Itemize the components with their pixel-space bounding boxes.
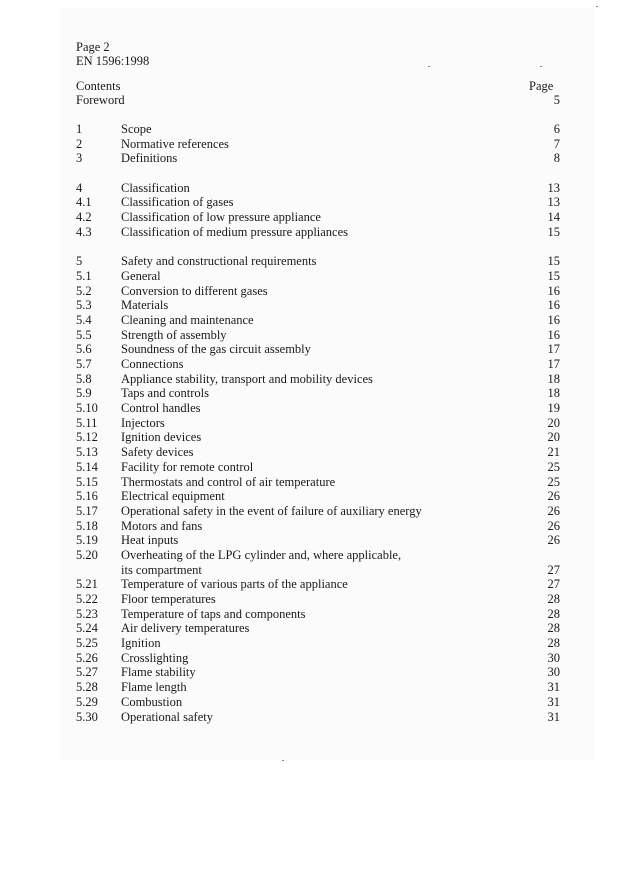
- toc-entry-title: Operational safety: [121, 709, 213, 724]
- toc-entry-title: Ignition: [121, 636, 161, 651]
- toc-entry-number: 5.26: [76, 650, 98, 665]
- toc-entry: [76, 621, 560, 636]
- toc-entry: [76, 151, 560, 166]
- toc-entry: [76, 680, 560, 695]
- scan-speck: [540, 66, 542, 67]
- toc-entry-number: 5.8: [76, 371, 92, 386]
- toc-entry-number: 5.9: [76, 386, 92, 401]
- toc-entry-title: Temperature of taps and components: [121, 606, 306, 621]
- toc-entry: [76, 430, 560, 445]
- toc-entry-title: Cleaning and maintenance: [121, 312, 254, 327]
- toc-entry: [76, 254, 560, 269]
- scan-speck: [596, 6, 598, 7]
- toc-entry: [76, 460, 560, 475]
- toc-entry-page: 8: [553, 151, 560, 166]
- toc-entry-title: Thermostats and control of air temperature: [121, 474, 336, 489]
- toc-entry: [76, 519, 560, 534]
- toc-entry-number: 4: [76, 180, 83, 195]
- toc-entry-number: 5.4: [76, 312, 92, 327]
- table-of-contents: [76, 122, 560, 739]
- toc-entry: [76, 401, 560, 416]
- toc-entry-title: Scope: [121, 122, 152, 136]
- toc-entry: [76, 548, 560, 577]
- toc-entry-page: 31: [547, 694, 560, 709]
- toc-entry-page: 28: [547, 621, 560, 636]
- standard-number: EN 1596:1998: [76, 54, 150, 68]
- toc-entry-title-line: its compartment: [121, 562, 202, 577]
- toc-entry-number: 5.17: [76, 503, 98, 518]
- toc-entry-number: 5.1: [76, 268, 92, 283]
- toc-entry-number: 5.2: [76, 283, 92, 298]
- toc-entry-page: 28: [547, 592, 560, 607]
- toc-entry-title: Soundness of the gas circuit assembly: [121, 342, 311, 357]
- toc-entry: [76, 445, 560, 460]
- toc-entry-title: General: [121, 268, 161, 283]
- toc-section: [76, 254, 560, 724]
- toc-entry-title: Materials: [121, 298, 169, 313]
- toc-entry-number: 5.3: [76, 298, 92, 313]
- toc-entry-number: 5.20: [76, 547, 98, 562]
- scan-speck: [282, 760, 284, 761]
- toc-entry: [76, 592, 560, 607]
- toc-entry-number: 5: [76, 254, 83, 269]
- toc-entry-title: Classification: [121, 180, 190, 195]
- toc-entry-number: 5.29: [76, 694, 98, 709]
- toc-entry-page: 16: [547, 312, 560, 327]
- toc-entry-number: 5.28: [76, 680, 98, 695]
- toc-entry-number: 2: [76, 136, 83, 151]
- toc-entry-number: 5.19: [76, 533, 98, 548]
- toc-entry-number: 5.30: [76, 709, 98, 724]
- toc-entry: [76, 504, 560, 519]
- toc-entry-title: Connections: [121, 357, 184, 371]
- toc-entry: [76, 533, 560, 548]
- toc-entry: [76, 372, 560, 387]
- toc-entry-title: Normative references: [121, 136, 229, 151]
- toc-entry-page: 20: [547, 415, 560, 430]
- page-column-heading: Page: [529, 79, 554, 93]
- toc-entry: [76, 210, 560, 225]
- toc-entry-number: 5.22: [76, 592, 98, 607]
- toc-entry-title: Flame length: [121, 680, 187, 695]
- toc-entry-title-line: Overheating of the LPG cylinder and, where applicable,: [121, 547, 402, 562]
- foreword-page: 5: [553, 93, 560, 107]
- toc-entry: [76, 328, 560, 343]
- toc-entry-title: Floor temperatures: [121, 592, 216, 607]
- toc-entry: [76, 416, 560, 431]
- toc-entry: [76, 137, 560, 152]
- toc-entry: [76, 386, 560, 401]
- toc-entry-title: Safety devices: [121, 445, 194, 460]
- toc-entry-page: 27: [547, 562, 560, 577]
- toc-entry-number: 5.14: [76, 459, 98, 474]
- toc-entry: [76, 651, 560, 666]
- toc-entry: [76, 357, 560, 372]
- toc-entry-number: 5.18: [76, 518, 98, 533]
- toc-entry-page: 31: [547, 680, 560, 695]
- toc-entry-page: 26: [547, 489, 560, 504]
- toc-entry-title: Control handles: [121, 401, 201, 416]
- toc-entry-title: Taps and controls: [121, 386, 209, 401]
- toc-entry-title: Definitions: [121, 151, 178, 166]
- toc-entry-title: Appliance stability, transport and mobility devices: [121, 371, 373, 386]
- toc-entry-number: 4.3: [76, 224, 92, 239]
- toc-entry: [76, 665, 560, 680]
- toc-entry-number: 5.21: [76, 577, 98, 592]
- toc-entry-page: 21: [547, 445, 560, 460]
- toc-entry-page: 15: [547, 268, 560, 283]
- toc-entry-title: Facility for remote control: [121, 459, 254, 474]
- toc-entry-page: 28: [547, 636, 560, 651]
- toc-entry: [76, 475, 560, 490]
- toc-entry-page: 20: [547, 430, 560, 445]
- toc-entry-page: 30: [547, 650, 560, 665]
- toc-entry: [76, 577, 560, 592]
- toc-entry-title: Combustion: [121, 694, 183, 709]
- toc-entry-number: 3: [76, 151, 83, 166]
- toc-entry-number: 5.7: [76, 357, 92, 371]
- toc-entry-page: 16: [547, 283, 560, 298]
- toc-entry-title: Flame stability: [121, 665, 196, 680]
- toc-entry: [76, 710, 560, 725]
- toc-section: [76, 122, 560, 166]
- toc-entry-page: 17: [547, 342, 560, 357]
- toc-entry-title: Classification of medium pressure appliances: [121, 224, 349, 239]
- toc-entry-page: 19: [547, 401, 560, 416]
- toc-entry-title: Motors and fans: [121, 518, 203, 533]
- toc-entry-number: 5.23: [76, 606, 98, 621]
- toc-entry: [76, 195, 560, 210]
- toc-entry-number: 1: [76, 122, 83, 136]
- toc-entry-title: Temperature of various parts of the appliance: [121, 577, 348, 592]
- toc-entry: [76, 269, 560, 284]
- toc-entry-number: 5.11: [76, 415, 98, 430]
- toc-entry-number: 4.2: [76, 210, 92, 225]
- toc-entry-number: 5.15: [76, 474, 98, 489]
- toc-entry: [76, 342, 560, 357]
- toc-entry: [76, 181, 560, 196]
- toc-entry: [76, 313, 560, 328]
- foreword-label: Foreword: [76, 93, 125, 107]
- toc-entry-page: 30: [547, 665, 560, 680]
- toc-entry-title: Classification of gases: [121, 195, 234, 210]
- toc-entry-page: 25: [547, 459, 560, 474]
- toc-entry-title: Safety and constructional requirements: [121, 254, 317, 269]
- toc-entry-number: 5.12: [76, 430, 98, 445]
- toc-entry-page: 13: [547, 195, 560, 210]
- toc-entry: [76, 489, 560, 504]
- toc-entry-title: Crosslighting: [121, 650, 189, 665]
- page-label: Page 2: [76, 40, 110, 54]
- toc-entry-number: 5.16: [76, 489, 98, 504]
- toc-entry-page: 28: [547, 606, 560, 621]
- toc-entry: [76, 695, 560, 710]
- toc-entry-page: 26: [547, 518, 560, 533]
- toc-entry-page: 6: [553, 122, 560, 136]
- contents-heading: Contents: [76, 79, 121, 93]
- toc-entry-number: 5.13: [76, 445, 98, 460]
- toc-entry-number: 5.24: [76, 621, 98, 636]
- toc-entry-page: 16: [547, 298, 560, 313]
- toc-entry-page: 26: [547, 503, 560, 518]
- toc-entry-page: 25: [547, 474, 560, 489]
- toc-entry: [76, 122, 560, 137]
- toc-section: [76, 181, 560, 240]
- toc-entry-title: [121, 548, 501, 577]
- toc-entry-title: Strength of assembly: [121, 327, 227, 342]
- toc-entry: [76, 225, 560, 240]
- toc-entry: [76, 298, 560, 313]
- toc-entry-number: 5.10: [76, 401, 98, 416]
- toc-entry-title: Operational safety in the event of failure of auxiliary energy: [121, 503, 422, 518]
- toc-entry-title: Classification of low pressure appliance: [121, 210, 321, 225]
- toc-entry-title: Electrical equipment: [121, 489, 225, 504]
- toc-entry-number: 5.6: [76, 342, 92, 357]
- toc-entry-title: Ignition devices: [121, 430, 202, 445]
- toc-entry-page: 7: [553, 136, 560, 151]
- toc-entry: [76, 636, 560, 651]
- toc-entry-page: 26: [547, 533, 560, 548]
- toc-entry-title: Conversion to different gases: [121, 283, 268, 298]
- toc-entry: [76, 607, 560, 622]
- scan-speck: [428, 66, 430, 67]
- toc-entry-page: 13: [547, 180, 560, 195]
- toc-entry-page: 14: [547, 210, 560, 225]
- toc-entry-page: 15: [547, 224, 560, 239]
- toc-entry-page: 31: [547, 709, 560, 724]
- toc-entry-number: 4.1: [76, 195, 92, 210]
- toc-entry-page: 18: [547, 371, 560, 386]
- toc-entry-page: 27: [547, 577, 560, 592]
- toc-entry-page: 17: [547, 357, 560, 371]
- toc-entry-number: 5.25: [76, 636, 98, 651]
- toc-entry-page: 16: [547, 327, 560, 342]
- toc-entry-page: 15: [547, 254, 560, 269]
- toc-entry-page: 18: [547, 386, 560, 401]
- toc-entry-title: Injectors: [121, 415, 165, 430]
- toc-entry: [76, 284, 560, 299]
- toc-entry-title: Air delivery temperatures: [121, 621, 250, 636]
- toc-entry-title: Heat inputs: [121, 533, 179, 548]
- toc-entry-number: 5.5: [76, 327, 92, 342]
- toc-entry-number: 5.27: [76, 665, 98, 680]
